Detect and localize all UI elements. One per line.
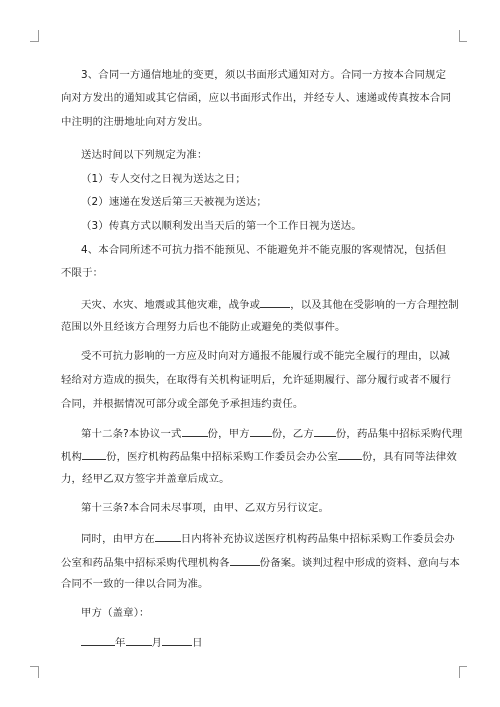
delivery-item-3: （3）传真方式以顺利发出当天后的第一个工作日视为送达。 <box>81 220 362 232</box>
article-12-part-c: 份，乙方 <box>271 428 314 440</box>
crop-mark-bottom-left-v <box>38 666 39 678</box>
blank-field <box>230 554 260 566</box>
article-13: 第十三条?本合同未尽事项，由甲、乙双方另行议定。 <box>81 502 330 514</box>
delivery-item-1: （1）专人交付之日视为送达之日； <box>81 173 246 185</box>
year-label: 年 <box>115 637 126 649</box>
article-12-line-1 <box>81 425 462 439</box>
delivery-item-2: （2）速递在发送后第三天被视为送达； <box>81 196 267 208</box>
blank-field <box>338 448 362 460</box>
blank-field <box>314 425 336 437</box>
crop-mark-bottom-left-h <box>30 666 38 667</box>
month-label: 月 <box>151 637 163 649</box>
paragraph-4-line-1: 4、本合同所述不可抗力指不能预见、不能避免并不能克服的客观情况，包括但 <box>81 244 447 256</box>
paragraph-6-part-c: 公室和药品集中招标采购代理机构各 <box>61 557 230 569</box>
paragraph-6-line-3: 合同不一致的一律以合同为准。 <box>61 578 209 590</box>
article-12-part-g: 份，具有同等法律效 <box>362 451 457 463</box>
crop-mark-bottom-right-h <box>459 666 467 667</box>
blank-field <box>182 425 208 437</box>
delivery-intro: 送达时间以下列规定为准： <box>81 149 208 161</box>
paragraph-3-line-2: 向对方发出的通知或其它信函，应以书面形式作出，并经专人、速递或传真按本合同 <box>61 92 451 104</box>
paragraph-6-part-b: 日内将补充协议送医疗机构药品集中招标采购工作委员会办 <box>180 533 455 545</box>
paragraph-3-line-1: 3、合同一方通信地址的变更，须以书面形式通知对方。合同一方按本合同规定 <box>81 69 447 81</box>
paragraph-6-part-d: 份备案。谈判过程中形成的资料、意向与本 <box>259 557 460 569</box>
paragraph-4-line-3-part-a: 天灾、水灾、地震或其他灾难，战争或 <box>81 299 261 311</box>
year-blank <box>81 634 115 646</box>
paragraph-4-line-4: 范围以外且经该方合理努力后也不能防止或避免的类似事件。 <box>61 321 346 333</box>
signature-date <box>81 634 203 648</box>
paragraph-6-part-a: 同时，由甲方在 <box>81 533 155 545</box>
article-12-part-e: 机构 <box>61 451 83 463</box>
paragraph-6-line-2 <box>61 554 460 568</box>
crop-mark-bottom-right-v <box>459 666 460 678</box>
article-12-line-3: 力，经甲乙双方签字并盖章后成立。 <box>61 473 230 485</box>
article-12-part-b: 份，甲方 <box>207 428 250 440</box>
party-a-seal: 甲方（盖章）： <box>81 607 150 619</box>
crop-mark-top-left-h <box>30 41 38 42</box>
month-blank <box>126 634 152 646</box>
paragraph-5-line-3: 合同，并根据情况可部分或全部免予承担违约责任。 <box>61 398 304 410</box>
paragraph-6-line-1 <box>81 530 455 544</box>
day-label: 日 <box>192 637 203 649</box>
paragraph-5-line-1: 受不可抗力影响的一方应及时向对方通报不能履行或不能完全履行的理由，以减 <box>81 350 450 362</box>
crop-mark-top-left-v <box>38 30 39 42</box>
crop-mark-top-right-h <box>459 41 467 42</box>
blank-field <box>155 530 181 542</box>
blank-field <box>250 425 272 437</box>
paragraph-4-line-2: 不限于： <box>61 267 104 279</box>
paragraph-4-line-3-part-b: ，以及其他在受影响的一方合理控制 <box>290 299 459 311</box>
article-12-part-f: 份，医疗机构药品集中招标采购工作委员会办公室 <box>106 451 338 463</box>
blank-field <box>260 296 290 308</box>
crop-mark-top-right-v <box>459 30 460 42</box>
article-12-part-a: 第十二条?本协议一式 <box>81 428 182 440</box>
paragraph-5-line-2: 轻给对方造成的损失，在取得有关机构证明后，允许延期履行、部分履行或者不履行 <box>61 374 451 386</box>
blank-field <box>82 448 106 460</box>
paragraph-3-line-3: 中注明的注册地址向对方发出。 <box>61 116 209 128</box>
article-12-line-2 <box>61 448 457 462</box>
article-12-part-d: 份，药品集中招标采购代理 <box>335 428 463 440</box>
paragraph-4-line-3 <box>81 296 459 310</box>
day-blank <box>162 634 192 646</box>
